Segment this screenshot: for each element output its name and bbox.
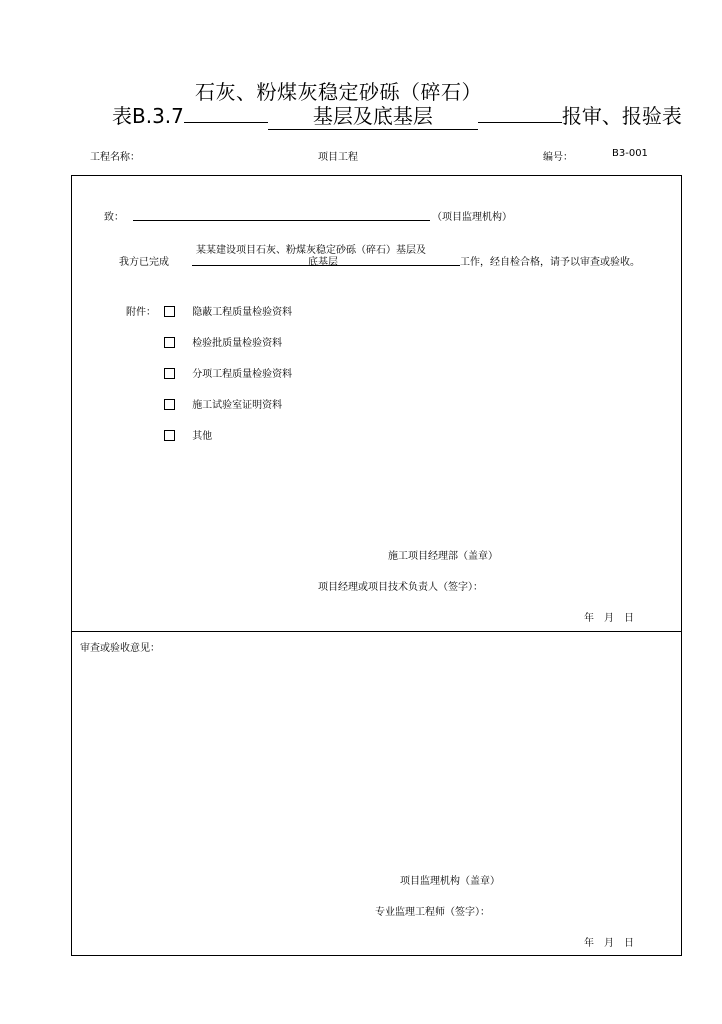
attachment-checkbox[interactable] xyxy=(164,306,175,317)
title-suffix: 报审、报验表 xyxy=(561,104,682,128)
to-suffix: （项目监理机构） xyxy=(432,212,512,223)
title-subject: 基层及底基层 xyxy=(268,100,478,130)
number-value: B3-001 xyxy=(612,148,648,159)
supervisor-signature: 专业监理工程师（签字）： xyxy=(375,907,490,918)
project-name-value: 项目工程 xyxy=(318,152,358,163)
attachment-label: 施工试验室证明资料 xyxy=(192,400,283,411)
supervisor-date: 年 月 日 xyxy=(584,938,634,949)
attachment-checkbox[interactable] xyxy=(164,337,175,348)
title-blank-right xyxy=(478,122,562,123)
completed-work-line xyxy=(192,265,460,266)
contractor-signature: 项目经理或项目技术负责人（签字）： xyxy=(318,582,483,593)
completed-work-line2: 底基层 xyxy=(308,257,338,268)
attachment-label: 分项工程质量检验资料 xyxy=(192,369,293,380)
number-label: 编号： xyxy=(543,152,573,163)
to-recipient-line xyxy=(133,220,430,221)
attachment-checkbox[interactable] xyxy=(164,430,175,441)
completed-work-line1: 某某建设项目石灰、粉煤灰稳定砂砾（碎石）基层及 xyxy=(196,245,426,256)
attachment-item xyxy=(164,365,292,380)
opinion-label: 审查或验收意见： xyxy=(80,643,160,654)
attachment-checkbox[interactable] xyxy=(164,399,175,410)
title-blank-left xyxy=(184,122,268,123)
title-prefix: 表B.3.7 xyxy=(112,104,184,128)
title-line-2 xyxy=(112,100,682,130)
attachment-label: 隐蔽工程质量检验资料 xyxy=(192,307,293,318)
attachment-label: 检验批质量检验资料 xyxy=(192,338,283,349)
title-line-1: 石灰、粉煤灰稳定砂砾（碎石） xyxy=(195,80,482,104)
to-label: 致： xyxy=(104,212,124,223)
attachment-checkbox[interactable] xyxy=(164,368,175,379)
attachment-item xyxy=(164,303,292,318)
attachments-label: 附件： xyxy=(126,307,156,318)
supervisor-stamp: 项目监理机构（盖章） xyxy=(400,876,500,887)
contractor-stamp: 施工项目经理部（盖章） xyxy=(388,551,498,562)
attachment-item xyxy=(164,396,282,411)
attachment-item xyxy=(164,427,212,442)
attachment-item xyxy=(164,334,282,349)
contractor-date: 年 月 日 xyxy=(584,613,634,624)
completed-suffix: 工作，经自检合格，请予以审查或验收。 xyxy=(460,257,640,268)
attachment-label: 其他 xyxy=(192,431,213,442)
completed-label: 我方已完成 xyxy=(119,257,169,268)
project-name-label: 工程名称： xyxy=(90,152,140,163)
